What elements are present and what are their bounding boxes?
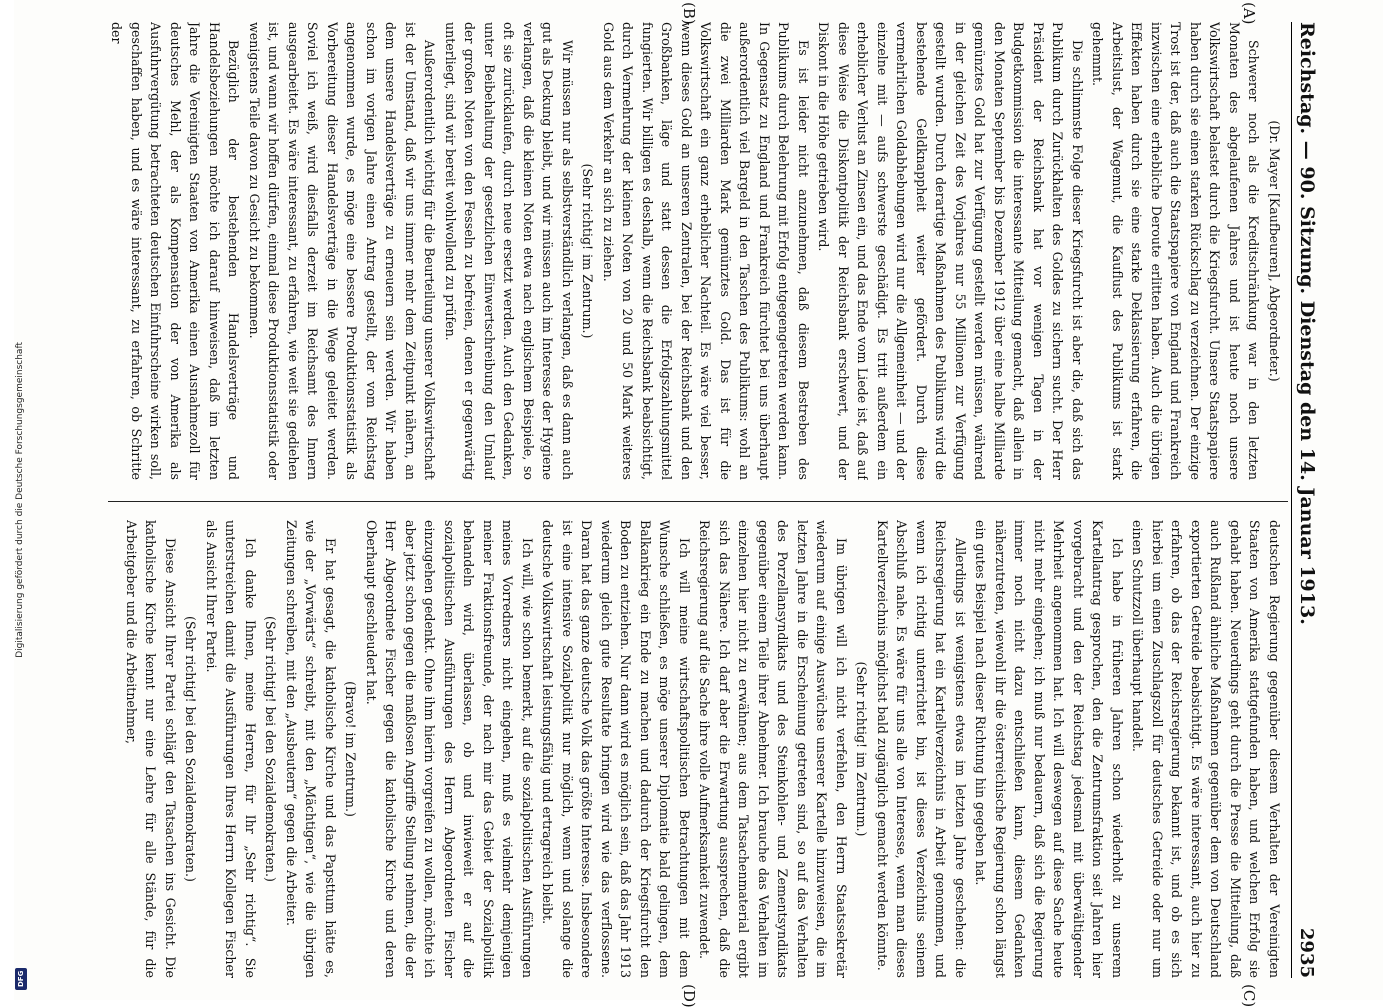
- paragraph: Allerdings ist wenigstens etwas im letzten Jahre geschehen: die Reichsregierung hat ein Kartellverzeichnis in Arbeit genommen, und wenn ich richtig unterrichtet bin, ist dieses Verzeichnis seinem Abschluß nahe. Es wäre für uns alle von Interesse, wenn man dieses Kartellverzeichnis möglichst bald zugänglich gemacht werden könnte.: [875, 520, 968, 978]
- dfg-logo: DFG: [15, 968, 27, 990]
- page-number: 2935: [1296, 927, 1317, 978]
- margin-letter-c: (C): [1240, 984, 1258, 1008]
- margin-letter-a: (A): [1240, 2, 1258, 25]
- rotated-document: [94, 2, 1318, 1008]
- paragraph: Außerordentlich wichtig für die Beurteilung unserer Volkswirtschaft ist der Umstand, daß wir uns immer mehr dem Zeitpunkt nähern, an dem unsere Handelsverträge zu erneuern sein werden. Wir haben schon im vorigen Jahre einen Antrag gestellt, der vom Reichstag angenommen wurde, es möge eine bessere Produktionsstatistik als Vorbereitung dieser Handelsverträge in die Wege geleitet werden. Soviel ich weiß, wird diesfalls derzeit im Reichsamt des Innern ausgearbeitet. Es wäre interessant, zu erfahren, wie weit sie gediehen ist, und wann wir hoffen dürfen, einmal diese Produktionsstatistik oder wenigstens Teile davon zu Gesicht zu bekommen.: [247, 22, 438, 480]
- paragraph: Ich danke Ihnen, meine Herren, für Ihr „Sehr richtig“. Sie unterstreichen damit die Ausführungen Ihres Herrn Kollegen Fischer als Ansicht Ihrer Partei.: [204, 520, 258, 978]
- attribution-text: Digitalisierung gefördert durch die Deutsche Forschungsgemeinschaft: [15, 342, 25, 658]
- margin-letter-d: (D): [680, 984, 698, 1008]
- paragraph: Ich will meine wirtschaftspolitischen Betrachtungen mit dem Wunsche schließen, es möge unserer Diplomatie bald gelingen, dem Balkankrieg ein Ende zu machen und dadurch der Kriegsfurcht den Boden zu entziehen. Nur dann wird es möglich sein, daß das Jahr 1913 wiederum gleich gute Resultate bringen wird wie das verflossene. Daran hat das ganze deutsche Volk das größte Interesse. Insbesondere ist eine intensive Sozialpolitik nur möglich, wenn und solange die deutsche Volkswirtschaft leistungsfähig und ertragreich bleibt.: [540, 520, 692, 978]
- interjection: (Sehr richtig! bei den Sozialdemokraten.): [183, 616, 199, 882]
- interjection: (Sehr richtig! im Zentrum.): [580, 163, 596, 339]
- column-divider: [108, 501, 1288, 502]
- paragraph: Die schlimmste Folge dieser Kriegsfurcht ist aber die, daß sich das Publikum durch Zurückhalten des Goldes zu sichern sucht. Der Herr Präsident der Reichsbank hat vor wenigen Tagen in der Budgetkommission die interessante Mitteilung gemacht, daß allein in den Monaten September bis Dezember 1912 über eine halbe Milliarde gemünztes Gold hat zur Verfügung gestellt werden müssen, während in der gleichen Zeit des Vorjahres nur 55 Millionen zur Verfügung gestellt wurden. Durch derartige Maßnahmen des Publikums wird die bestehende Geldknappheit weiter gefördert. Durch diese vermehrlichen Goldabhebungen wird nur die Allgemeinheit — und der einzelne mit — aufs schwerste geschädigt. Es tritt außerdem ein erheblicher Verlust an Zinsen ein, und das Ende vom Liede ist, daß auf diese Weise die Diskontpolitik der Reichsbank erschwert, und der Diskont in die Höhe getrieben wird.: [816, 22, 1085, 480]
- paragraph: Wir müssen nur als selbstverständlich verlangen, daß es dann auch gut als Deckung bleibt, und wir müssen auch im Interesse der Hygiene verlangen, daß die kleinen Noten etwa nach englischem Beispiele, so oft sie zurücklaufen, durch neue ersetzt werden. Auch den Gedanken, unter Beibehaltung der gesetzlichen Einwertschreibung den Umlauf der großen Noten von den Fesseln zu befreien, denen er gegenwärtig unterliegt, sind wir bereit wohlwollend zu prüfen.: [443, 22, 575, 480]
- paragraph: Es ist leider nicht anzunehmen, daß diesem Bestreben des Publikums durch Belehrung mit Erfolg entgegengetreten werden kann. In Gegensatz zu England und Frankreich fürchtet bei uns überhaupt außerordentlich viel Bargeld in den Taschen des Publikums: wohl an die zwei Milliarden Mark gemünztes Gold. Das ist für die Volkswirtschaft ein ganz erheblicher Nachteil. Es wäre viel besser, wenn dieses Gold an unseren Zentralen, bei der Reichsbank und den Großbanken, läge und statt dessen die Erfolgszahlungsmittel fungierten. Wir billigen es deshalb, wenn die Reichsbank beabsichtigt, durch Vermehrung der kleinen Noten von 20 und 50 Mark weiteres Gold aus dem Verkehr an sich zu ziehen.: [601, 22, 811, 480]
- left-column: [104, 22, 1284, 480]
- paragraph: Ich will, wie schon bemerkt, auf die sozialpolitischen Ausführungen meines Vorredners nicht eingehen, muß es vielmehr demjenigen meiner Fraktionsfreunde, der nach mir das Gebiet der Sozialpolitik behandeln wird, überlassen, ob und inwieweit er auf die sozialpolitischen Ausführungen des Herrn Abgeordneten Fischer einzugehen gedenkt. Ohne ihm hierin vorgreifen zu wollen, möchte ich aber jetzt schon gegen die maßlosen Angriffe Stellung nehmen, die der Herr Abgeordnete Fischer gegen die katholische Kirche und deren Oberhaupt geschleudert hat.: [364, 520, 535, 978]
- interjection: (Sehr richtig! bei den Sozialdemokraten.): [263, 616, 279, 882]
- interjection: (Bravo! im Zentrum.): [343, 681, 359, 817]
- scanned-page: [14, 0, 1383, 1008]
- paragraph: Ich habe in früheren Jahren schon wiederholt zu unserem Kartellantrag gesprochen, den die Zentrumsfraktion seit Jahren hier vorgebracht und den der Reichstag jedesmal mit überwältigender Mehrheit angenommen hat. Ich will deswegen auf diese Sache heute nicht mehr eingehen; ich muß nur bedauern, daß sich die Regierung immer noch nicht dazu entschließen kann, diesem Gedanken näherzutreten, wiewohl ihr die österreichische Regierung schon längst ein gutes Beispiel nach dieser Richtung hin gegeben hat.: [973, 520, 1125, 978]
- speaker-line: (Dr. Mayer [Kaufbeuren], Abgeordneter.): [1267, 120, 1282, 382]
- paragraph: Er hat gesagt, die katholische Kirche und das Papsttum hätte es, wie der „Vorwärts“ schreibt, mit den „Mächtigen“, wie die übrigen Zeitungen schreiben, mit den „Ausbeutern“ gegen die Arbeiter.: [284, 520, 338, 978]
- interjection: (Sehr richtig! im Zentrum.): [854, 661, 870, 837]
- paragraph: deutschen Regierung gegenüber diesem Verhalten der Vereinigten Staaten von Amerika stattgefunden haben, und welchen Erfolg sie gehabt haben. Neuerdings geht durch die Presse die Mitteilung, daß auch Rußland ähnliche Maßnahmen gegenüber dem von Deutschland exportierten Getreide beabsichtigt. Es wäre interessant, auch hier zu erfahren, ob das der Reichsregierung bekannt ist, und ob es sich hierbei um einen Zuschlagszoll für deutsches Getreide oder nur um einen Schutzzoll überhaupt handelt.: [1130, 520, 1282, 978]
- digitization-attribution: [12, 12, 28, 988]
- paragraph: Schwerer noch als die Kreditschränkung war in den letzten Monaten des abgelaufenen Jahres und ist heute noch unsere Volkswirtschaft belastet durch die Kriegsfurcht. Unsere Staatspapiere haben durch sie einen starken Rückschlag zu verzeichnen. Der einzige Trost ist der, daß auch die Staatspapiere von England und Frankreich inzwischen eine erhebliche Deroute erlitten haben. Auch die übrigen Effekten haben durch sie eine starke Deklassierung erfahren, die Arbeitslust, der Wagemut, die Kauflust des Publikums ist stark gehemmt.: [1090, 22, 1262, 480]
- right-column: [104, 520, 1284, 978]
- paragraph: Im übrigen will ich nicht verfehlen, den Herrn Staatssekretär wiederum auf einige Auswüchse unserer Kartelle hinzuweisen, die im letzten Jahre in die Erscheinung getreten sind, so auf das Verhalten des Porzellansyndikats und des Steinkohlen- und Zementsyndikats gegenüber einem Teile ihrer Abnehmer. Ich brauche das Verhalten im einzelnen hier nicht zu erwähnen; aus dem Tatsachenmaterial ergibt sich das Nähere. Ich darf aber die Erwartung aussprechen, daß die Reichsregierung auf die Sache ihre volle Aufmerksamkeit zuwendet.: [697, 520, 849, 978]
- page-header: [1291, 22, 1318, 978]
- paragraph: Diese Ansicht Ihrer Partei schlägt den Tatsachen ins Gesicht. Die katholische Kirche kennt nur eine Lehre für alle Stände, für die Arbeitgeber und die Arbeitnehmer,: [124, 520, 178, 978]
- margin-letter-b: (B): [680, 2, 698, 25]
- paragraph: Bezüglich der bestehenden Handelsverträge und Handelsbeziehungen möchte ich darauf hinweisen, daß im letzten Jahre die Vereinigten Staaten von Amerika einen Ausnahmezoll für deutsches Mehl, der als Kompensation der von Amerika als Ausfuhrvergütung betrachteten deutschen Einfuhrscheine wirken soll, geschaffen haben, und es wäre interessant, zu erfahren, ob Schritte der: [109, 22, 242, 480]
- header-title: Reichstag. — 90. Sitzung. Dienstag den 14. Januar 1913.: [1296, 22, 1318, 625]
